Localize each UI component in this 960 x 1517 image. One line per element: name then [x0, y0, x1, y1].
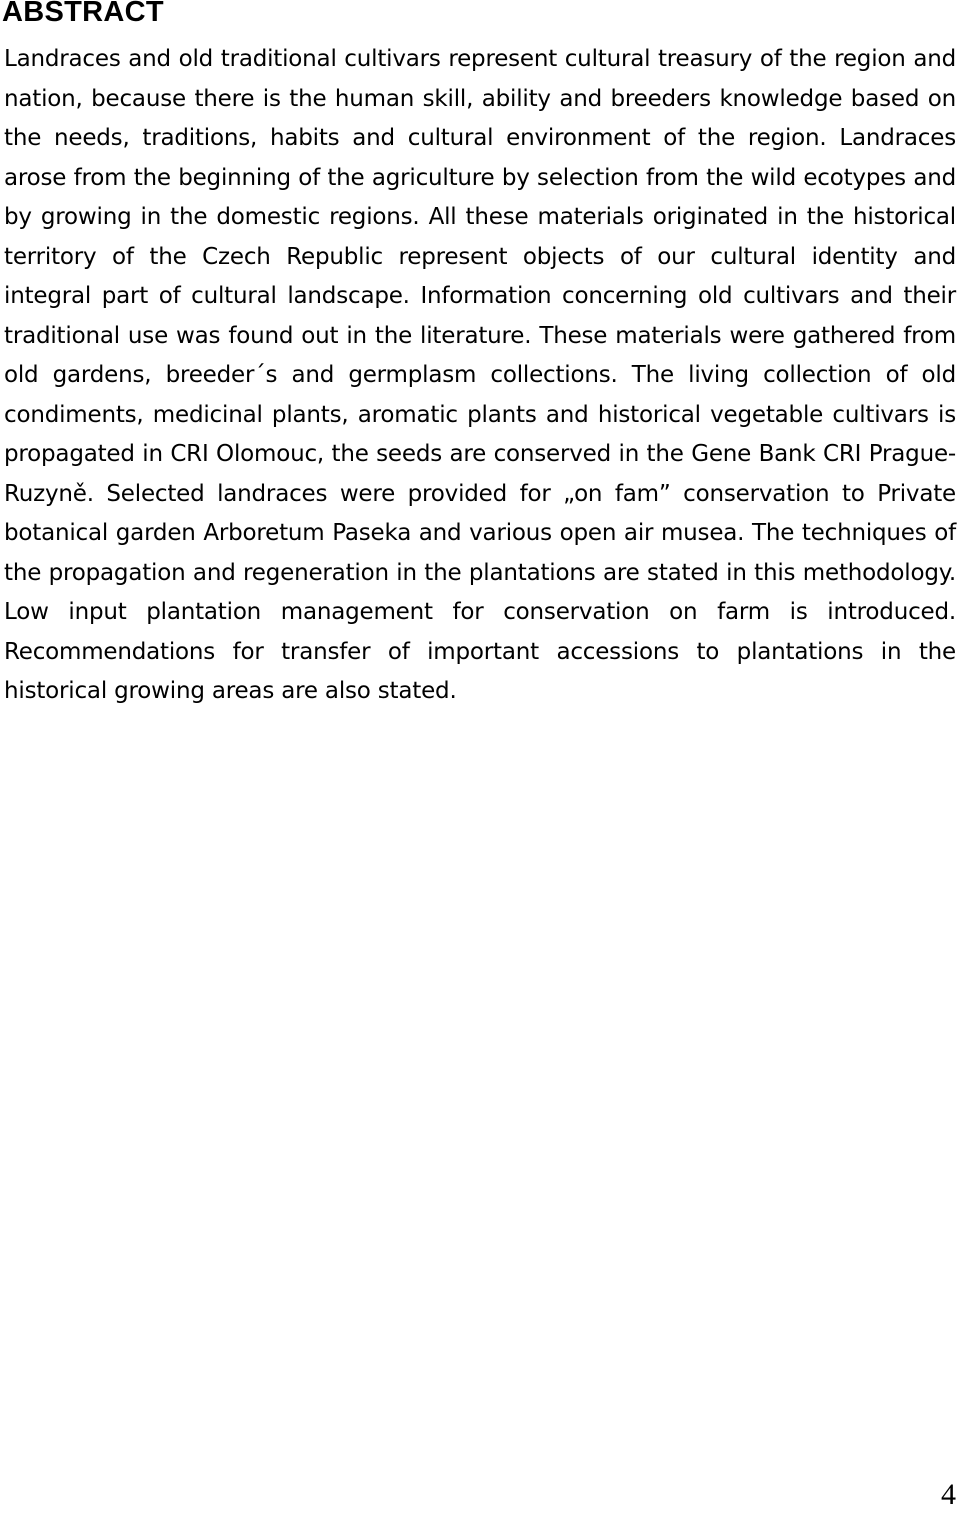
abstract-heading: ABSTRACT	[2, 0, 164, 28]
page-number: 4	[941, 1478, 956, 1511]
abstract-paragraph: Landraces and old traditional cultivars represent cultural treasury of the region and nation, because there is the human skill, ability and breeders knowledge based on the needs, traditions, habits and cultural environment of the region. Landraces arose from the beginning of the agriculture by selection from the wild ecotypes and by growing in the domestic regions. All these materials originated in the historical territory of the Czech Republic represent objects of our cultural identity and integral part of cultural landscape. Information concerning old cultivars and their traditional use was found out in the literature. These materials were gathered from old gardens, breeder´s and germplasm collections. The living collection of old condiments, medicinal plants, aromatic plants and historical vegetable cultivars is propagated in CRI Olomouc, the seeds are conserved in the Gene Bank CRI Prague-Ruzyně. Selected landraces were provided for „on fam” conservation to Private botanical garden Arboretum Paseka and various open air musea. The techniques of the propagation and regeneration in the plantations are stated in this methodology. Low input plantation management for conservation on farm is introduced. Recommendations for transfer of important accessions to plantations in the historical growing areas are also stated.	[4, 46, 956, 704]
